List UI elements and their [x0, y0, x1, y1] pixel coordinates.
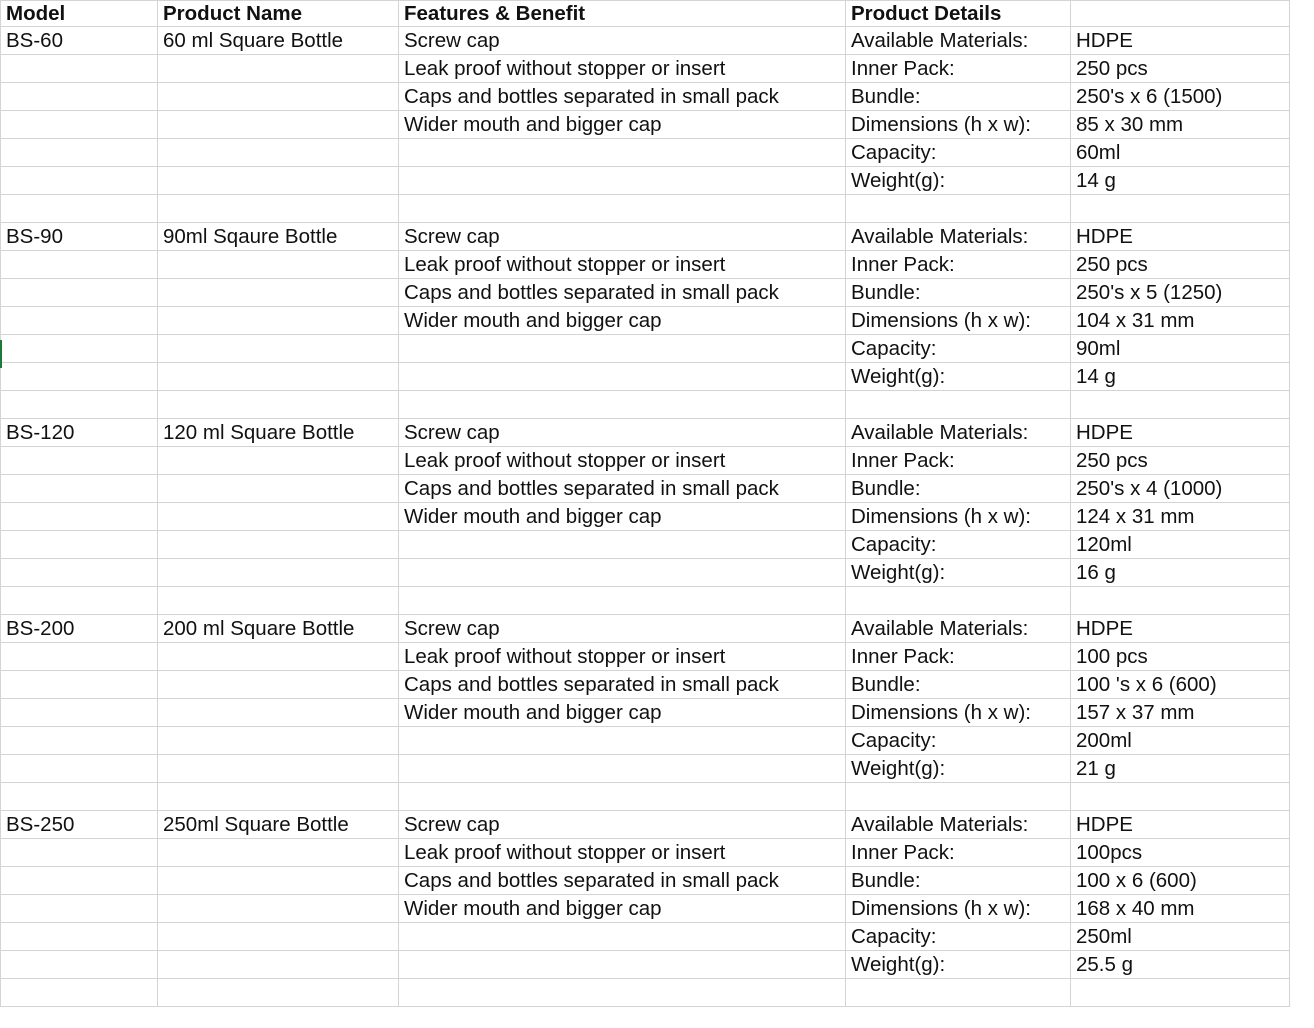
empty-cell[interactable] — [158, 587, 399, 615]
table-row — [1, 643, 1290, 671]
feature-cell[interactable]: Screw cap — [399, 419, 846, 447]
empty-cell[interactable] — [158, 503, 399, 531]
table-row — [1, 111, 1290, 139]
detail-value-cell[interactable]: 250 pcs — [1071, 251, 1290, 279]
empty-cell[interactable] — [399, 755, 846, 783]
table-row — [1, 223, 1290, 251]
empty-cell[interactable] — [158, 391, 399, 419]
empty-cell[interactable] — [846, 783, 1071, 811]
table-row — [1, 531, 1290, 559]
table-row — [1, 699, 1290, 727]
empty-cell[interactable] — [1, 923, 158, 951]
empty-cell[interactable] — [158, 139, 399, 167]
empty-cell[interactable] — [1, 335, 158, 363]
empty-cell[interactable] — [1, 391, 158, 419]
detail-value-cell[interactable]: 90ml — [1071, 335, 1290, 363]
empty-cell[interactable] — [1, 671, 158, 699]
empty-cell[interactable] — [158, 951, 399, 979]
detail-value-cell[interactable]: 168 x 40 mm — [1071, 895, 1290, 923]
empty-cell[interactable] — [158, 83, 399, 111]
empty-cell[interactable] — [1, 503, 158, 531]
detail-value-cell[interactable]: 124 x 31 mm — [1071, 503, 1290, 531]
empty-cell[interactable] — [399, 363, 846, 391]
empty-cell[interactable] — [158, 671, 399, 699]
empty-cell[interactable] — [399, 951, 846, 979]
detail-value-cell[interactable]: 104 x 31 mm — [1071, 307, 1290, 335]
table-row — [1, 475, 1290, 503]
detail-label-cell[interactable]: Available Materials: — [846, 223, 1071, 251]
detail-value-cell[interactable]: HDPE — [1071, 419, 1290, 447]
detail-label-cell[interactable]: Inner Pack: — [846, 447, 1071, 475]
empty-cell[interactable] — [158, 643, 399, 671]
detail-label-cell[interactable]: Weight(g): — [846, 755, 1071, 783]
model-cell[interactable]: BS-250 — [1, 811, 158, 839]
detail-label-cell[interactable]: Bundle: — [846, 279, 1071, 307]
detail-label-cell[interactable]: Available Materials: — [846, 615, 1071, 643]
detail-value-cell[interactable]: HDPE — [1071, 811, 1290, 839]
empty-cell[interactable] — [158, 335, 399, 363]
detail-label-cell[interactable]: Dimensions (h x w): — [846, 111, 1071, 139]
detail-value-cell[interactable]: 85 x 30 mm — [1071, 111, 1290, 139]
empty-cell[interactable] — [1, 279, 158, 307]
empty-cell[interactable] — [158, 783, 399, 811]
header-blank[interactable] — [1071, 1, 1290, 27]
header-product-name[interactable]: Product Name — [158, 1, 399, 27]
product-name-cell[interactable]: 120 ml Square Bottle — [158, 419, 399, 447]
detail-label-cell[interactable]: Dimensions (h x w): — [846, 503, 1071, 531]
table-row — [1, 839, 1290, 867]
detail-label-cell[interactable]: Dimensions (h x w): — [846, 307, 1071, 335]
empty-cell[interactable] — [1071, 783, 1290, 811]
empty-cell[interactable] — [1, 195, 158, 223]
detail-label-cell[interactable]: Weight(g): — [846, 167, 1071, 195]
header-features[interactable]: Features & Benefit — [399, 1, 846, 27]
table-row — [1, 139, 1290, 167]
feature-cell[interactable]: Leak proof without stopper or insert — [399, 839, 846, 867]
empty-cell[interactable] — [158, 979, 399, 1007]
spacer-row — [1, 195, 1290, 223]
empty-cell[interactable] — [1, 755, 158, 783]
feature-cell[interactable]: Wider mouth and bigger cap — [399, 699, 846, 727]
table-row — [1, 307, 1290, 335]
table-row — [1, 559, 1290, 587]
feature-cell[interactable]: Leak proof without stopper or insert — [399, 447, 846, 475]
detail-label-cell[interactable]: Capacity: — [846, 139, 1071, 167]
empty-cell[interactable] — [1, 587, 158, 615]
empty-cell[interactable] — [1, 699, 158, 727]
empty-cell[interactable] — [846, 587, 1071, 615]
feature-cell[interactable]: Caps and bottles separated in small pack — [399, 83, 846, 111]
detail-label-cell[interactable]: Inner Pack: — [846, 251, 1071, 279]
spacer-row — [1, 979, 1290, 1007]
table-row — [1, 671, 1290, 699]
table-row — [1, 279, 1290, 307]
feature-cell[interactable]: Leak proof without stopper or insert — [399, 55, 846, 83]
empty-cell[interactable] — [158, 195, 399, 223]
detail-label-cell[interactable]: Inner Pack: — [846, 55, 1071, 83]
detail-label-cell[interactable]: Available Materials: — [846, 27, 1071, 55]
detail-value-cell[interactable]: 100pcs — [1071, 839, 1290, 867]
empty-cell[interactable] — [399, 167, 846, 195]
detail-value-cell[interactable]: 200ml — [1071, 727, 1290, 755]
table-row — [1, 923, 1290, 951]
empty-cell[interactable] — [1, 951, 158, 979]
empty-cell[interactable] — [399, 979, 846, 1007]
table-row — [1, 867, 1290, 895]
model-cell[interactable]: BS-200 — [1, 615, 158, 643]
empty-cell[interactable] — [1, 475, 158, 503]
empty-cell[interactable] — [399, 195, 846, 223]
detail-label-cell[interactable]: Dimensions (h x w): — [846, 895, 1071, 923]
table-row — [1, 951, 1290, 979]
table-row — [1, 727, 1290, 755]
empty-cell[interactable] — [158, 867, 399, 895]
feature-cell[interactable]: Leak proof without stopper or insert — [399, 251, 846, 279]
empty-cell[interactable] — [158, 699, 399, 727]
table-row — [1, 755, 1290, 783]
empty-cell[interactable] — [1, 307, 158, 335]
empty-cell[interactable] — [1, 839, 158, 867]
model-cell[interactable]: BS-60 — [1, 27, 158, 55]
feature-cell[interactable]: Caps and bottles separated in small pack — [399, 475, 846, 503]
detail-label-cell[interactable]: Inner Pack: — [846, 643, 1071, 671]
empty-cell[interactable] — [1, 979, 158, 1007]
detail-label-cell[interactable]: Weight(g): — [846, 951, 1071, 979]
row-selection-marker — [0, 340, 2, 368]
table-row — [1, 55, 1290, 83]
empty-cell[interactable] — [1, 447, 158, 475]
table-row — [1, 251, 1290, 279]
table-row — [1, 83, 1290, 111]
empty-cell[interactable] — [1071, 195, 1290, 223]
spacer-row — [1, 587, 1290, 615]
model-cell[interactable]: BS-90 — [1, 223, 158, 251]
feature-cell[interactable]: Screw cap — [399, 615, 846, 643]
detail-label-cell[interactable]: Inner Pack: — [846, 839, 1071, 867]
feature-cell[interactable]: Wider mouth and bigger cap — [399, 895, 846, 923]
empty-cell[interactable] — [399, 923, 846, 951]
detail-value-cell[interactable]: 100 pcs — [1071, 643, 1290, 671]
detail-value-cell[interactable]: 250ml — [1071, 923, 1290, 951]
feature-cell[interactable]: Leak proof without stopper or insert — [399, 643, 846, 671]
feature-cell[interactable]: Screw cap — [399, 27, 846, 55]
empty-cell[interactable] — [399, 391, 846, 419]
feature-cell[interactable]: Screw cap — [399, 223, 846, 251]
detail-value-cell[interactable]: 250's x 5 (1250) — [1071, 279, 1290, 307]
detail-value-cell[interactable]: 100 x 6 (600) — [1071, 867, 1290, 895]
empty-cell[interactable] — [158, 923, 399, 951]
detail-label-cell[interactable]: Capacity: — [846, 727, 1071, 755]
empty-cell[interactable] — [1, 531, 158, 559]
detail-value-cell[interactable]: 100 's x 6 (600) — [1071, 671, 1290, 699]
table-row — [1, 447, 1290, 475]
empty-cell[interactable] — [158, 755, 399, 783]
table-row — [1, 335, 1290, 363]
empty-cell[interactable] — [846, 979, 1071, 1007]
detail-value-cell[interactable]: 250 pcs — [1071, 55, 1290, 83]
empty-cell[interactable] — [158, 111, 399, 139]
empty-cell[interactable] — [846, 195, 1071, 223]
detail-label-cell[interactable]: Capacity: — [846, 531, 1071, 559]
empty-cell[interactable] — [158, 839, 399, 867]
empty-cell[interactable] — [158, 307, 399, 335]
empty-cell[interactable] — [158, 363, 399, 391]
feature-cell[interactable]: Wider mouth and bigger cap — [399, 503, 846, 531]
empty-cell[interactable] — [1, 139, 158, 167]
product-name-cell[interactable]: 90ml Sqaure Bottle — [158, 223, 399, 251]
spacer-row — [1, 391, 1290, 419]
feature-cell[interactable]: Screw cap — [399, 811, 846, 839]
header-model[interactable]: Model — [1, 1, 158, 27]
empty-cell[interactable] — [1, 559, 158, 587]
empty-cell[interactable] — [1, 251, 158, 279]
empty-cell[interactable] — [1071, 979, 1290, 1007]
empty-cell[interactable] — [1, 727, 158, 755]
detail-label-cell[interactable]: Bundle: — [846, 671, 1071, 699]
empty-cell[interactable] — [399, 335, 846, 363]
spacer-row — [1, 783, 1290, 811]
empty-cell[interactable] — [1, 783, 158, 811]
empty-cell[interactable] — [158, 531, 399, 559]
product-name-cell[interactable]: 60 ml Square Bottle — [158, 27, 399, 55]
empty-cell[interactable] — [158, 167, 399, 195]
detail-label-cell[interactable]: Available Materials: — [846, 419, 1071, 447]
empty-cell[interactable] — [158, 279, 399, 307]
empty-cell[interactable] — [1, 867, 158, 895]
detail-label-cell[interactable]: Capacity: — [846, 335, 1071, 363]
detail-value-cell[interactable]: 25.5 g — [1071, 951, 1290, 979]
empty-cell[interactable] — [399, 587, 846, 615]
detail-value-cell[interactable]: 21 g — [1071, 755, 1290, 783]
empty-cell[interactable] — [158, 475, 399, 503]
feature-cell[interactable]: Caps and bottles separated in small pack — [399, 867, 846, 895]
empty-cell[interactable] — [1071, 587, 1290, 615]
empty-cell[interactable] — [399, 531, 846, 559]
header-row — [1, 1, 1290, 27]
detail-value-cell[interactable]: 250's x 6 (1500) — [1071, 83, 1290, 111]
product-name-cell[interactable]: 200 ml Square Bottle — [158, 615, 399, 643]
detail-value-cell[interactable]: 250's x 4 (1000) — [1071, 475, 1290, 503]
detail-value-cell[interactable]: 120ml — [1071, 531, 1290, 559]
empty-cell[interactable] — [158, 559, 399, 587]
detail-label-cell[interactable]: Available Materials: — [846, 811, 1071, 839]
detail-value-cell[interactable]: HDPE — [1071, 223, 1290, 251]
detail-value-cell[interactable]: HDPE — [1071, 27, 1290, 55]
detail-label-cell[interactable]: Bundle: — [846, 867, 1071, 895]
empty-cell[interactable] — [1, 83, 158, 111]
feature-cell[interactable]: Wider mouth and bigger cap — [399, 111, 846, 139]
table-row — [1, 615, 1290, 643]
empty-cell[interactable] — [846, 391, 1071, 419]
feature-cell[interactable]: Wider mouth and bigger cap — [399, 307, 846, 335]
model-cell[interactable]: BS-120 — [1, 419, 158, 447]
table-row — [1, 419, 1290, 447]
empty-cell[interactable] — [399, 727, 846, 755]
empty-cell[interactable] — [1, 643, 158, 671]
table-row — [1, 27, 1290, 55]
detail-value-cell[interactable]: 60ml — [1071, 139, 1290, 167]
empty-cell[interactable] — [1, 895, 158, 923]
table-row — [1, 811, 1290, 839]
detail-value-cell[interactable]: 157 x 37 mm — [1071, 699, 1290, 727]
empty-cell[interactable] — [1, 363, 158, 391]
detail-label-cell[interactable]: Weight(g): — [846, 559, 1071, 587]
detail-label-cell[interactable]: Weight(g): — [846, 363, 1071, 391]
product-name-cell[interactable]: 250ml Square Bottle — [158, 811, 399, 839]
table-row — [1, 363, 1290, 391]
table-row — [1, 503, 1290, 531]
empty-cell[interactable] — [158, 895, 399, 923]
empty-cell[interactable] — [399, 783, 846, 811]
empty-cell[interactable] — [158, 727, 399, 755]
detail-value-cell[interactable]: HDPE — [1071, 615, 1290, 643]
detail-value-cell[interactable]: 14 g — [1071, 363, 1290, 391]
detail-value-cell[interactable]: 14 g — [1071, 167, 1290, 195]
detail-label-cell[interactable]: Capacity: — [846, 923, 1071, 951]
empty-cell[interactable] — [158, 55, 399, 83]
table-row — [1, 895, 1290, 923]
table-row — [1, 167, 1290, 195]
empty-cell[interactable] — [1, 111, 158, 139]
detail-label-cell[interactable]: Bundle: — [846, 475, 1071, 503]
detail-label-cell[interactable]: Bundle: — [846, 83, 1071, 111]
empty-cell[interactable] — [1071, 391, 1290, 419]
detail-value-cell[interactable]: 250 pcs — [1071, 447, 1290, 475]
feature-cell[interactable]: Caps and bottles separated in small pack — [399, 279, 846, 307]
empty-cell[interactable] — [158, 251, 399, 279]
empty-cell[interactable] — [399, 559, 846, 587]
empty-cell[interactable] — [158, 447, 399, 475]
empty-cell[interactable] — [399, 139, 846, 167]
detail-value-cell[interactable]: 16 g — [1071, 559, 1290, 587]
empty-cell[interactable] — [1, 167, 158, 195]
empty-cell[interactable] — [1, 55, 158, 83]
header-product-details[interactable]: Product Details — [846, 1, 1071, 27]
detail-label-cell[interactable]: Dimensions (h x w): — [846, 699, 1071, 727]
feature-cell[interactable]: Caps and bottles separated in small pack — [399, 671, 846, 699]
